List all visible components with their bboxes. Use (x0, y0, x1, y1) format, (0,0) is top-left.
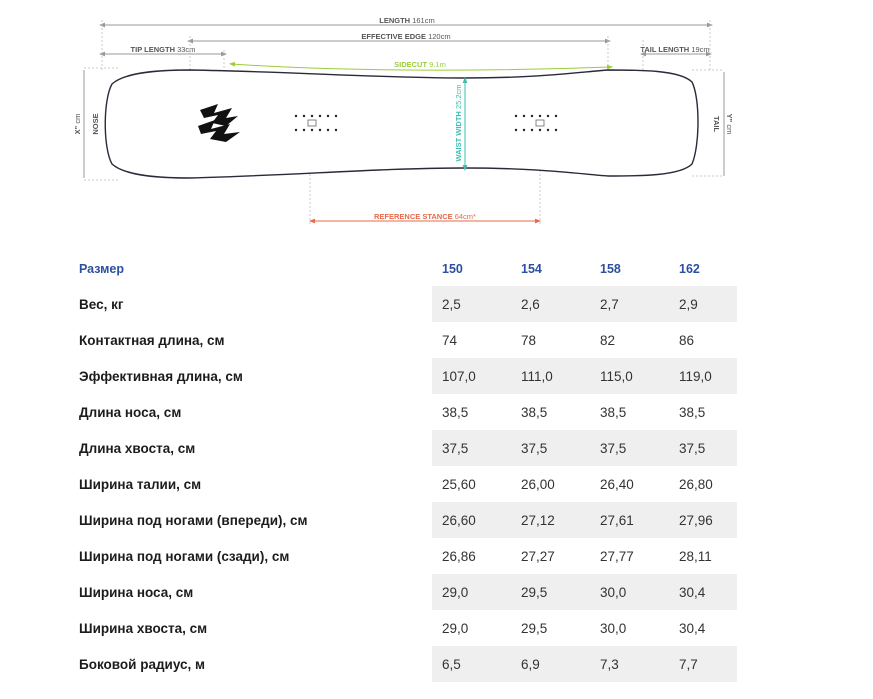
cell-value: 7,3 (590, 646, 669, 682)
cell-value: 29,0 (432, 574, 511, 610)
cell-value: 2,6 (511, 286, 590, 322)
table-row (70, 322, 737, 358)
nose-label: NOSE (91, 113, 100, 135)
table-row (70, 646, 737, 682)
cell-value: 115,0 (590, 358, 669, 394)
length-label: LENGTH (379, 16, 411, 25)
reference-stance-dimension (312, 212, 538, 221)
row-label: Ширина носа, см (79, 584, 194, 600)
size-header-158: 158 (600, 262, 621, 276)
table-row (70, 394, 737, 430)
cell-value: 25,60 (442, 476, 476, 492)
snowboard-diagram (0, 0, 873, 250)
cell-value: 119,0 (669, 358, 737, 394)
row-label: Вес, кг (79, 296, 124, 312)
cell-value: 6,9 (511, 646, 590, 682)
cell-value: 29,0 (442, 620, 469, 636)
cell-value: 26,40 (600, 476, 634, 492)
cell-value: 38,5 (679, 404, 706, 420)
size-header-154: 154 (521, 262, 542, 276)
cell-value: 29,5 (511, 574, 590, 610)
cell-value: 37,5 (590, 430, 669, 466)
nose-width-dimension (73, 70, 100, 178)
size-header-162: 162 (679, 262, 700, 276)
cell-value: 27,12 (511, 502, 590, 538)
cell-value: 38,5 (442, 404, 469, 420)
sidecut-dimension (232, 60, 610, 70)
cell-value: 30,0 (600, 620, 627, 636)
row-label: Ширина талии, см (79, 476, 202, 492)
svg-text:TAIL LENGTH 19cm (640, 45, 709, 54)
svg-text:TIP LENGTH 33cm (131, 45, 196, 54)
row-label: Ширина под ногами (впереди), см (79, 512, 308, 528)
tip-length-dimension (102, 45, 224, 54)
cell-value: 30,4 (679, 620, 706, 636)
tail-length-dimension (640, 45, 709, 54)
sidecut-label: SIDECUT (394, 60, 428, 69)
y-unit: cm (725, 124, 734, 135)
effective-edge-value: 120cm (428, 32, 451, 41)
svg-text:X" cm (73, 114, 82, 135)
svg-text:Y" cm (725, 114, 734, 135)
table-row (70, 466, 737, 502)
table-row (70, 286, 737, 322)
row-label: Контактная длина, см (79, 332, 225, 348)
cell-value: 27,77 (600, 548, 634, 564)
size-header-150: 150 (442, 262, 463, 276)
cell-value: 26,86 (442, 548, 476, 564)
row-label: Ширина под ногами (сзади), см (79, 548, 290, 564)
svg-text:SIDECUT 9.1m (394, 60, 446, 69)
cell-value: 38,5 (521, 404, 548, 420)
cell-value: 7,7 (669, 646, 737, 682)
specs-header-row (70, 252, 737, 286)
cell-value: 27,61 (590, 502, 669, 538)
cell-value: 27,96 (669, 502, 737, 538)
cell-value: 26,60 (432, 502, 511, 538)
y-label: Y" (725, 113, 734, 123)
svg-text:EFFECTIVE EDGE 120cm (361, 32, 450, 41)
tip-length-value: 33cm (177, 45, 196, 54)
cell-value: 37,5 (669, 430, 737, 466)
tail-label: TAIL (712, 115, 721, 133)
cell-value: 27,27 (521, 548, 555, 564)
row-label: Эффективная длина, см (79, 368, 243, 384)
svg-text:LENGTH 161cm (379, 16, 434, 25)
waist-width-label: WAIST WIDTH (454, 111, 463, 162)
size-header-label: Размер (79, 262, 125, 276)
board-outline (105, 70, 698, 178)
table-row (70, 538, 737, 574)
cell-value: 38,5 (600, 404, 627, 420)
x-unit: cm (73, 113, 82, 124)
cell-value: 30,0 (590, 574, 669, 610)
cell-value: 107,0 (432, 358, 511, 394)
sidecut-value: 9.1m (429, 60, 446, 69)
table-row (70, 502, 737, 538)
table-row (70, 430, 737, 466)
length-dimension (102, 16, 710, 25)
cell-value: 29,5 (521, 620, 548, 636)
row-label: Длина носа, см (79, 404, 182, 420)
reference-stance-label: REFERENCE STANCE (374, 212, 453, 221)
cell-value: 86 (679, 332, 695, 348)
tail-width-dimension (712, 72, 734, 176)
waist-width-value: 25.2cm (454, 84, 463, 110)
cell-value: 2,7 (590, 286, 669, 322)
cell-value: 37,5 (511, 430, 590, 466)
cell-value: 82 (600, 332, 616, 348)
table-row (70, 574, 737, 610)
specs-table (70, 252, 737, 682)
cell-value: 111,0 (511, 358, 590, 394)
reference-stance-value: 64cm* (454, 212, 476, 221)
cell-value: 2,9 (669, 286, 737, 322)
effective-edge-label: EFFECTIVE EDGE (361, 32, 426, 41)
cell-value: 26,00 (521, 476, 555, 492)
length-value: 161cm (412, 16, 435, 25)
cell-value: 28,11 (679, 548, 712, 564)
cell-value: 6,5 (432, 646, 511, 682)
effective-edge-dimension (190, 32, 608, 41)
cell-value: 78 (521, 332, 537, 348)
cell-value: 37,5 (432, 430, 511, 466)
svg-text:REFERENCE STANCE 64cm* (374, 212, 476, 221)
cell-value: 26,80 (679, 476, 713, 492)
cell-value: 30,4 (669, 574, 737, 610)
cell-value: 74 (442, 332, 458, 348)
tail-length-label: TAIL LENGTH (640, 45, 690, 54)
tip-length-label: TIP LENGTH (130, 45, 176, 54)
cell-value: 2,5 (432, 286, 511, 322)
table-row (70, 358, 737, 394)
tail-length-value: 19cm (691, 45, 710, 54)
svg-text:WAIST WIDTH 25.2cm (454, 84, 463, 161)
row-label: Длина хвоста, см (79, 440, 196, 456)
row-label: Боковой радиус, м (79, 656, 205, 672)
table-row (70, 610, 737, 646)
x-label: X" (73, 125, 82, 135)
row-label: Ширина хвоста, см (79, 620, 208, 636)
